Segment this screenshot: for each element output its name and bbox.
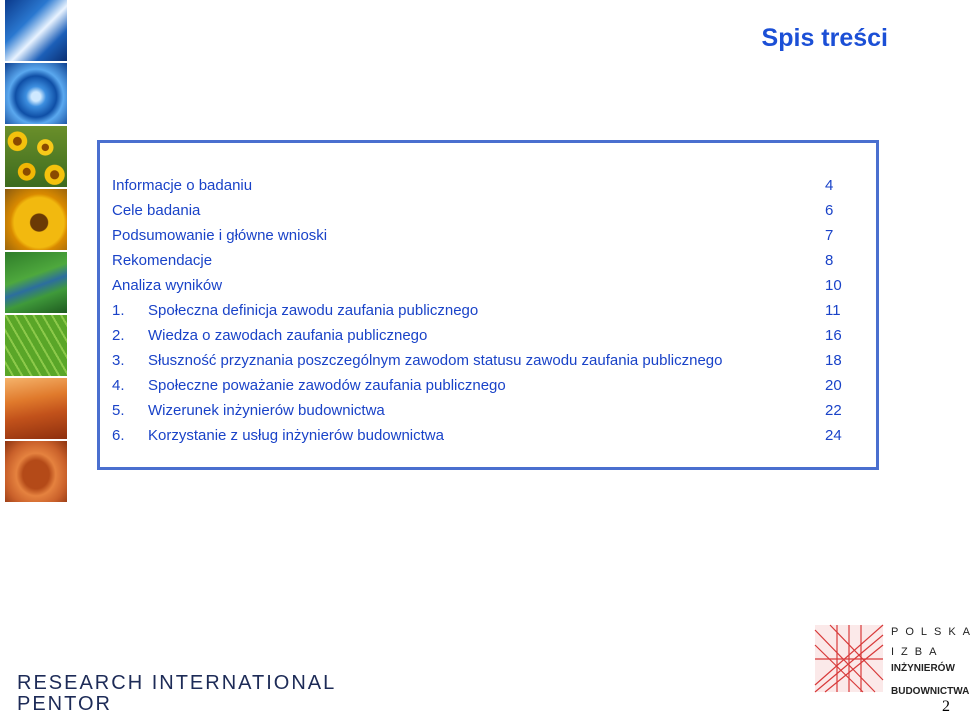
toc-entry[interactable] — [112, 223, 847, 248]
toc-entry[interactable] — [112, 323, 847, 348]
leaf-image — [5, 315, 67, 376]
toc-entry-number: 4. — [112, 377, 125, 394]
toc-entry-page: 6 — [825, 202, 834, 219]
toc-entry[interactable] — [112, 198, 847, 223]
water-drop-image — [5, 63, 67, 124]
toc-entry-page: 7 — [825, 227, 834, 244]
toc-entry-label: Społeczna definicja zawodu zaufania publicznego — [148, 302, 479, 319]
toc-entry-number: 2. — [112, 327, 125, 344]
toc-entry-label: Wizerunek inżynierów budownictwa — [148, 402, 385, 419]
toc-entry-page: 4 — [825, 177, 834, 194]
piib-text — [891, 622, 977, 697]
toc-entry-label: Podsumowanie i główne wnioski — [112, 227, 328, 244]
image-strip — [5, 0, 67, 504]
toc-entry-label: Cele badania — [112, 202, 201, 219]
piib-emblem-icon — [815, 625, 883, 692]
piib-line-4: BUDOWNICTWA — [891, 686, 970, 697]
piib-logo — [815, 622, 977, 697]
toc-entry[interactable] — [112, 348, 847, 373]
toc-entry[interactable] — [112, 173, 847, 198]
toc-entry-page: 18 — [825, 352, 842, 369]
desert-image — [5, 378, 67, 439]
toc-entry-label: Społeczne poważanie zawodów zaufania publicznego — [148, 377, 506, 394]
toc-entry[interactable] — [112, 248, 847, 273]
toc-entry-page: 16 — [825, 327, 842, 344]
footprint-image — [5, 441, 67, 502]
logo-line-1: RESEARCH INTERNATIONAL — [17, 672, 337, 694]
logo-line-2: PENTOR — [17, 693, 112, 715]
page-number: 2 — [942, 698, 950, 715]
toc-entry-label: Słuszność przyznania poszczególnym zawodom statusu zawodu zaufania publicznego — [148, 352, 723, 369]
toc-entry-number: 1. — [112, 302, 125, 319]
toc-entry-label: Korzystanie z usług inżynierów budownictwa — [148, 427, 444, 444]
wave-image — [5, 0, 67, 61]
toc-list — [112, 173, 847, 448]
toc-entry[interactable] — [112, 398, 847, 423]
toc-entry-page: 24 — [825, 427, 842, 444]
toc-entry-number: 5. — [112, 402, 125, 419]
toc-entry[interactable] — [112, 273, 847, 298]
sunflower-image — [5, 189, 67, 250]
toc-entry-label: Rekomendacje — [112, 252, 213, 269]
toc-entry[interactable] — [112, 423, 847, 448]
toc-entry[interactable] — [112, 373, 847, 398]
toc-entry-page: 11 — [825, 302, 841, 319]
toc-entry[interactable] — [112, 298, 847, 323]
toc-entry-page: 8 — [825, 252, 834, 269]
toc-entry-page: 10 — [825, 277, 842, 294]
field-image — [5, 252, 67, 313]
piib-line-1: POLSKA — [891, 626, 977, 638]
toc-entry-label: Informacje o badaniu — [112, 177, 253, 194]
sunflowers-image — [5, 126, 67, 187]
toc-entry-label: Analiza wyników — [112, 277, 223, 294]
toc-entry-number: 6. — [112, 427, 125, 444]
page-title: Spis treści — [761, 24, 888, 52]
toc-entry-label: Wiedza o zawodach zaufania publicznego — [148, 327, 428, 344]
research-international-logo — [17, 673, 336, 715]
toc-entry-page: 20 — [825, 377, 842, 394]
toc-box — [97, 140, 879, 470]
toc-entry-page: 22 — [825, 402, 842, 419]
piib-line-3: INŻYNIERÓW — [891, 663, 955, 674]
toc-entry-number: 3. — [112, 352, 125, 369]
piib-line-2: IZBA — [891, 646, 944, 658]
